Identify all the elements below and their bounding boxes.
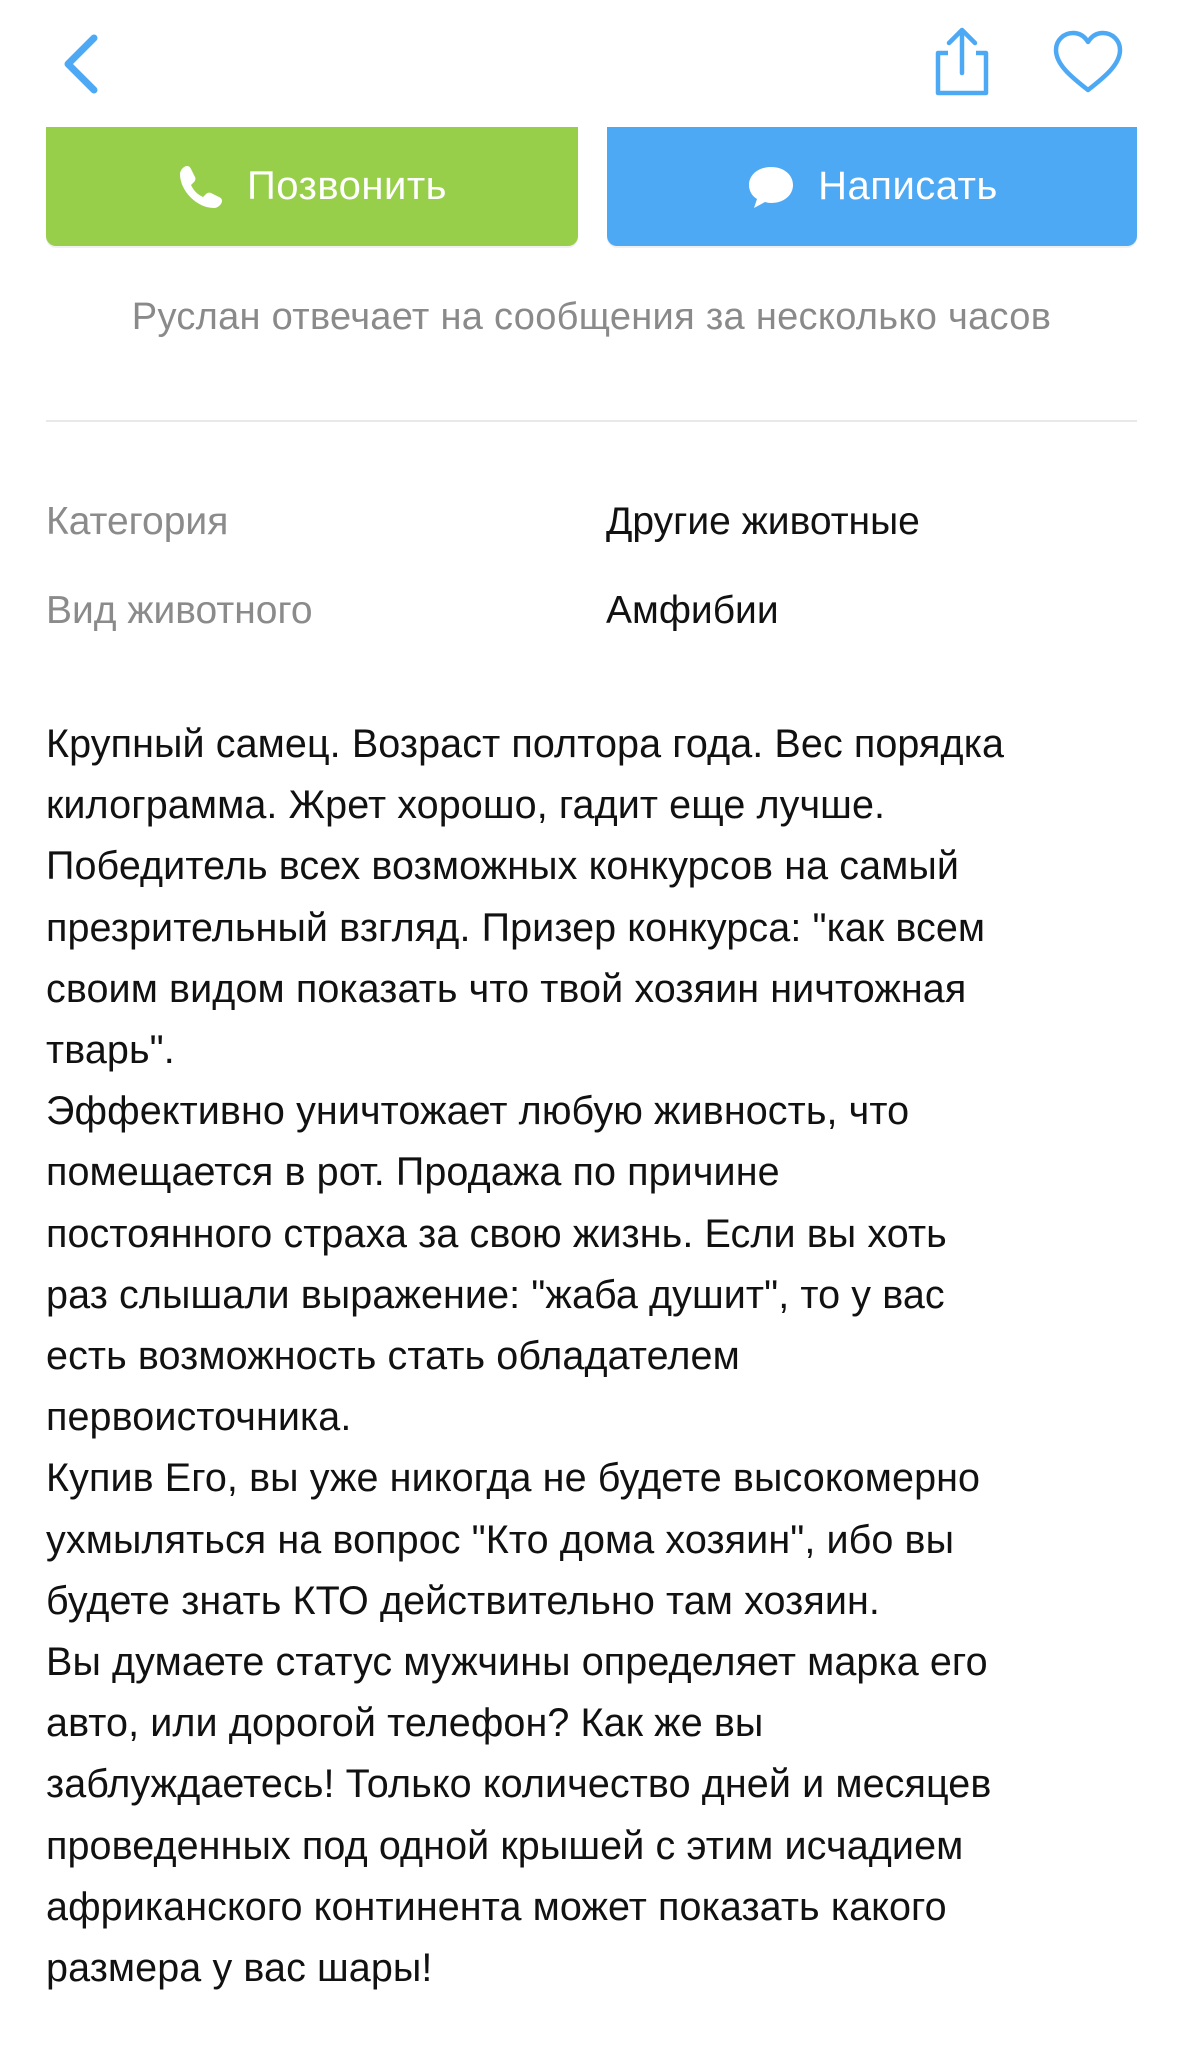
- share-button[interactable]: [920, 20, 1004, 104]
- phone-icon: [177, 163, 225, 211]
- share-icon: [930, 25, 994, 99]
- heart-icon: [1052, 30, 1124, 94]
- top-navigation-bar: [0, 0, 1183, 128]
- write-button-label: Написать: [818, 164, 998, 208]
- chat-bubble-icon: [746, 164, 796, 210]
- param-value: Другие животные: [606, 500, 920, 543]
- param-label: Вид животного: [46, 589, 313, 632]
- contact-actions: [46, 127, 1137, 246]
- param-label: Категория: [46, 500, 229, 543]
- favorite-button[interactable]: [1040, 20, 1136, 104]
- back-button[interactable]: [40, 22, 120, 106]
- param-value: Амфибии: [606, 589, 779, 632]
- section-divider: [46, 420, 1137, 422]
- seller-reply-time-note: Руслан отвечает на сообщения за несколько часов: [131, 296, 1052, 338]
- param-row-category: [46, 500, 1137, 560]
- call-button[interactable]: [46, 127, 578, 246]
- listing-description: Крупный самец. Возраст полтора года. Вес порядка килограмма. Жрет хорошо, гадит еще лучше. Победитель всех возможных конкурсов на самый презрительный взгляд. Призер конкурса: "как всем своим видом показать что твой хозяин ничтожная тварь". Эффективно уничтожает любую живность, что помещается в рот. Продажа по причине постоянного страха за свою жизнь. Если вы хоть раз слышали выражение: "жаба душит", то у вас есть возможность стать обладателем первоисточника. Купив Его, вы уже никогда не будете высокомерно ухмыляться на вопрос "Кто дома хозяин", ибо вы будете знать КТО действительно там хозяин. Вы думаете статус мужчины определяет марка его авто, или дорогой телефон? Как же вы заблуждаетесь! Только количество дней и месяцев проведенных под одной крышей с этим исчадием африканского континента может показать какого размера у вас шары!: [46, 722, 1005, 1991]
- param-row-animal-type: [46, 589, 1137, 649]
- chevron-left-icon: [60, 32, 100, 96]
- write-message-button[interactable]: [607, 127, 1137, 246]
- call-button-label: Позвонить: [246, 164, 448, 208]
